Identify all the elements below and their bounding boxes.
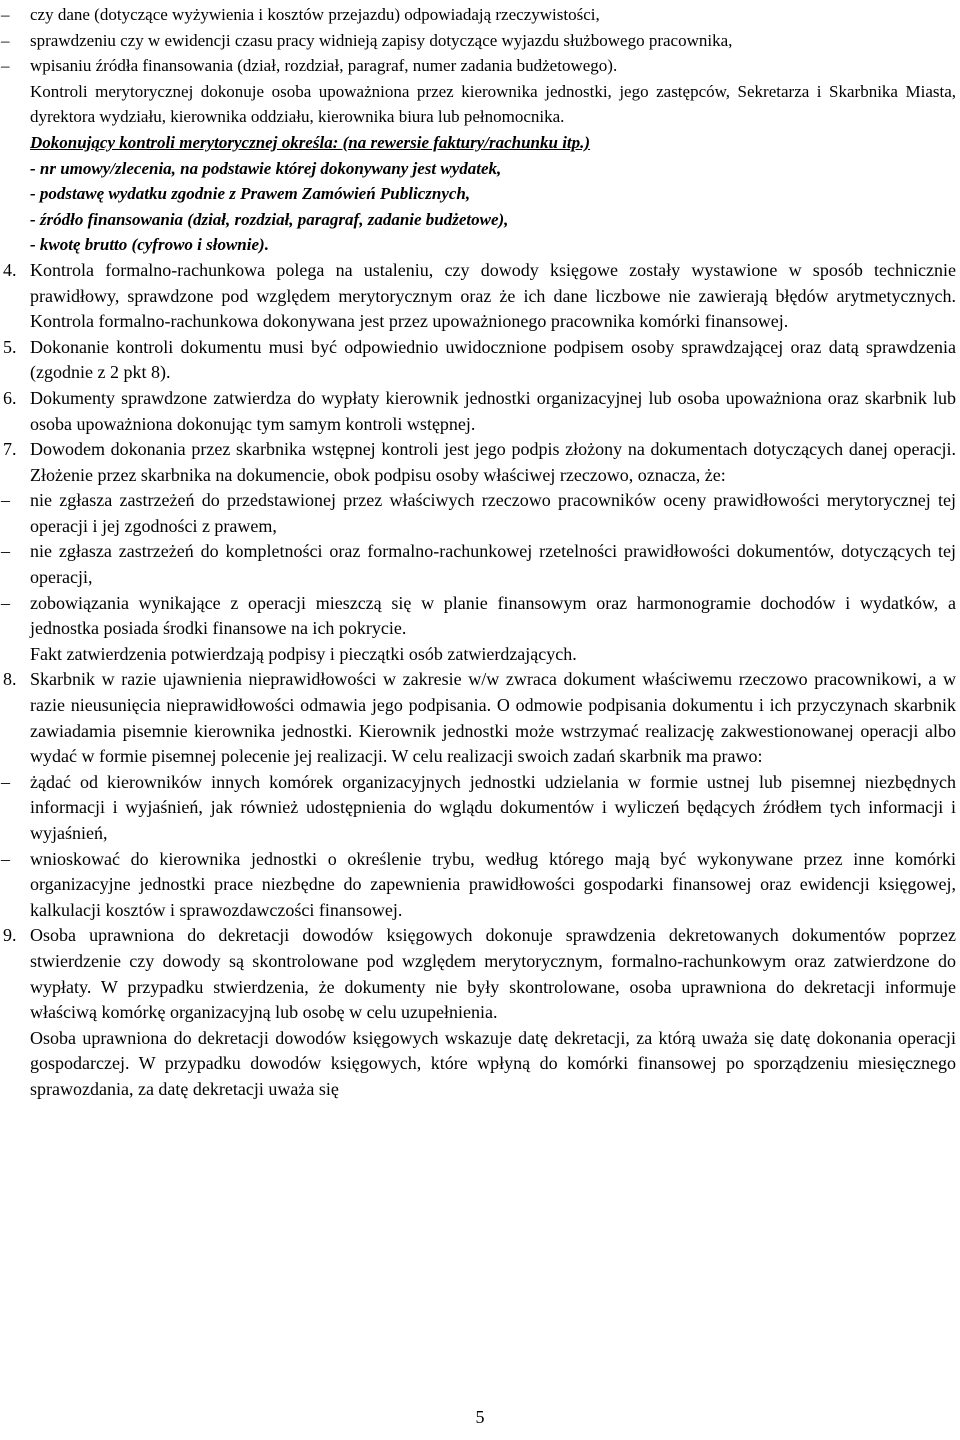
list-item (0, 28, 956, 54)
list-item (0, 2, 956, 28)
list-item-text: zobowiązania wynikające z operacji mieszczą się w planie finansowym oraz harmonogramie dochodów i wydatków, a jednostka posiada środki finansowe na ich pokrycie. (30, 592, 956, 639)
section-number: 9. (3, 925, 17, 946)
dash-marker: – (1, 30, 10, 50)
section-5 (0, 335, 956, 386)
merit-control-heading (0, 130, 956, 156)
list-item-text: żądać od kierowników innych komórek organizacyjnych jednostki udzielania w formie ustnej lub pisemnej niezbędnych informacji i wyjaśnień, jak również udostępnienia do wglądu dokumentów i wyliczeń będących źródłem tych informacji i wyjaśnień, (30, 771, 956, 843)
list-item-text: wpisaniu źródła finansowania (dział, rozdział, paragraf, numer zadania budżetowego). (30, 56, 618, 76)
page-number: 5 (475, 1407, 485, 1427)
list-item-text: nie zgłasza zastrzeżeń do przedstawionej przez właściwych rzeczowo pracowników oceny prawidłowości merytorycznej tej operacji i jej zgodności z prawem, (30, 490, 956, 536)
section-number: 8. (3, 669, 17, 690)
dash-marker: – (1, 56, 10, 76)
section-4 (0, 258, 956, 335)
merit-control-paragraph: Kontroli merytorycznej dokonuje osoba upoważniona przez kierownika jednostki, jego zastępców, Sekretarza i Skarbnika Miasta, dyrektora wydziału, kierownika oddziału, kierownika biura lub pełnomocnika. (30, 81, 956, 127)
section-text: Dokumenty sprawdzone zatwierdza do wypłaty kierownik jednostki organizacyjnej lub osoba upoważniona oraz skarbnik lub osoba upoważniona dokonując tym samym kontroli wstępnej. (30, 387, 956, 434)
list-item (0, 770, 956, 847)
list-item (0, 539, 956, 590)
list-item-text: nie zgłasza zastrzeżeń do kompletności oraz formalno-rachunkowej rzetelności prawidłowości dokumentów, dotyczących tej operacji, (30, 541, 956, 588)
dash-marker: – (1, 771, 10, 792)
section-number: 4. (3, 259, 17, 280)
list-item (0, 53, 956, 79)
section-text: Dowodem dokonania przez skarbnika wstępnej kontroli jest jego podpis złożony na dokumentach dotyczących danej operacji. Złożenie przez skarbnika na dokumencie, obok podpisu osoby właściwej rzeczowo, oznacza, że: (30, 439, 956, 485)
list-item-text: czy dane (dotyczące wyżywienia i kosztów przejazdu) odpowiadają rzeczywistości, (30, 5, 600, 24)
section-6 (0, 386, 956, 437)
dash-marker: – (1, 848, 10, 869)
list-item (0, 488, 956, 539)
section-number: 5. (3, 336, 17, 357)
list-item-text: sprawdzeniu czy w ewidencji czasu pracy widnieją zapisy dotyczące wyjazdu służbowego pracownika, (30, 30, 733, 50)
section-8 (0, 667, 956, 769)
dash-marker: – (1, 541, 10, 562)
section-number: 7. (3, 439, 17, 460)
dash-marker: – (1, 592, 10, 613)
section-text: Skarbnik w razie ujawnienia nieprawidłowości w zakresie w/w zwraca dokument właściwemu rzeczowo pracownikowi, a w razie nieusunięcia nieprawidłowości odmawia jego podpisania. O odmowie podpisania dokumentu i ich przyczynach skarbnik zawiadamia pisemnie kierownika jednostki. Kierownik jednostki może wstrzymać realizację zakwestionowanej operacji albo wydać w formie pisemnej polecenie jej realizacji. W celu realizacji swoich zadań skarbnik ma prawo: (30, 669, 956, 767)
list-item-text: wnioskować do kierownika jednostki o określenie trybu, według którego mają być wykonywane przez inne komórki organizacyjne jednostki prace niezbędne do zapewnienia prawidłowości gospodarki finansowej oraz ewidencji księgowej, kalkulacji kosztów i sprawozdawczości finansowej. (30, 848, 956, 920)
list-item (0, 591, 956, 642)
merit-control-item: - nr umowy/zlecenia, na podstawie której dokonywany jest wydatek, (30, 158, 502, 178)
section-text: Kontrola formalno-rachunkowa polega na ustaleniu, czy dowody księgowe zostały wystawione w sposób technicznie prawidłowy, sprawdzone pod względem merytorycznym oraz że ich dane liczbowe nie zawierają błędów arytmetycznych. Kontrola formalno-rachunkowa dokonywana jest przez upoważnionego pracownika komórki finansowej. (30, 259, 956, 332)
merit-control-item: - podstawę wydatku zgodnie z Prawem Zamówień Publicznych, (30, 184, 471, 204)
section-text: Osoba uprawniona do dekretacji dowodów księgowych dokonuje sprawdzenia dekretowanych dokumentów poprzez stwierdzenie czy dowody są skontrolowane pod względem merytorycznym, formalno-rachunkowym oraz zatwierdzone do wypłaty. W przypadku stwierdzenia, że dokumenty nie były skontrolowane, osoba uprawniona do dekretacji informuje właściwą komórkę organizacyjną lub osobę w celu uzupełnienia. (30, 925, 956, 1023)
section-9 (0, 923, 956, 1025)
section-7 (0, 437, 956, 488)
section-7-closing: Fakt zatwierdzenia potwierdzają podpisy i pieczątki osób zatwierdzających. (30, 643, 577, 664)
merit-control-item: - źródło finansowania (dział, rozdział, paragraf, zadanie budżetowe), (30, 209, 509, 229)
merit-control-item: - kwotę brutto (cyfrowo i słownie). (30, 235, 269, 255)
dash-marker: – (1, 490, 10, 511)
dash-marker: – (1, 5, 10, 24)
list-item (0, 847, 956, 924)
section-9-continuation: Osoba uprawniona do dekretacji dowodów księgowych wskazuje datę dekretacji, za którą uważa się datę dokonania operacji gospodarczej. W przypadku dowodów księgowych, które wpłyną do komórki finansowej po sporządzeniu miesięcznego sprawozdania, za datę dekretacji uważa się (30, 1027, 956, 1099)
section-text: Dokonanie kontroli dokumentu musi być odpowiednio uwidocznione podpisem osoby sprawdzającej oraz datą sprawdzenia (zgodnie z 2 pkt 8). (30, 336, 956, 383)
section-number: 6. (3, 387, 17, 408)
merit-control-heading-text: Dokonujący kontroli merytorycznej określa: (na rewersie faktury/rachunku itp.) (30, 132, 591, 152)
